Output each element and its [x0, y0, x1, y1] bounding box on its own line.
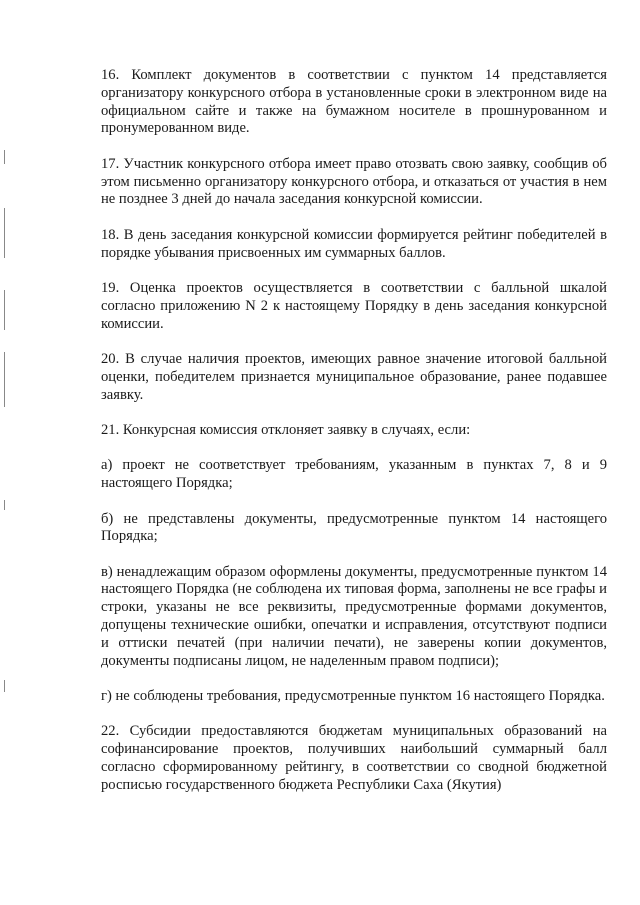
paragraph-21-b: б) не представлены документы, предусмотренные пунктом 14 настоящего Порядка; — [101, 510, 607, 545]
paragraph-17: 17. Участник конкурсного отбора имеет право отозвать свою заявку, сообщив об этом письменно организатору конкурсного отбора, и отказаться от участия в нем не позднее 3 дней до начала заседания конкурсной комиссии. — [101, 155, 607, 208]
scan-edge-mark — [4, 500, 5, 510]
document-body — [101, 67, 607, 812]
scan-edge-mark — [4, 352, 5, 407]
paragraph-21-g: г) не соблюдены требования, предусмотренные пунктом 16 настоящего Порядка. — [101, 688, 605, 705]
scan-edge-mark — [4, 680, 5, 692]
paragraph-20: 20. В случае наличия проектов, имеющих равное значение итоговой балльной оценки, победителем признается муниципальное образование, ранее подавшее заявку. — [101, 350, 607, 403]
scan-edge-mark — [4, 290, 5, 330]
paragraph-22: 22. Субсидии предоставляются бюджетам муниципальных образований на софинансирование проектов, получивших наибольший суммарный балл согласно сформированному рейтингу, в соответствии со сводной бюджетной росписью государственного бюджета Республики Саха (Якутия) — [101, 723, 607, 793]
paragraph-18: 18. В день заседания конкурсной комиссии формируется рейтинг победителей в порядке убывания присвоенных им суммарных баллов. — [101, 226, 607, 261]
paragraph-19: 19. Оценка проектов осуществляется в соответствии с балльной шкалой согласно приложению N 2 к настоящему Порядку в день заседания конкурсной комиссии. — [101, 279, 607, 332]
scan-edge-mark — [4, 208, 5, 258]
paragraph-21-v: в) ненадлежащим образом оформлены документы, предусмотренные пунктом 14 настоящего Порядка (не соблюдена их типовая форма, заполнены не все графы и строки, указаны не все реквизиты, предусмотренные формами документов, допущены технические ошибки, опечатки и исправления, отсутствуют подписи и оттиски печатей (при наличии печати), не заверены копии документов, документы подписаны лицом, не наделенным правом подписи); — [101, 563, 607, 669]
scan-edge-mark — [4, 150, 5, 164]
paragraph-21-a: а) проект не соответствует требованиям, указанным в пунктах 7, 8 и 9 настоящего Порядка; — [101, 457, 607, 492]
paragraph-16: 16. Комплект документов в соответствии с пунктом 14 представляется организатору конкурсного отбора в установленные сроки в электронном виде на официальном сайте и также на бумажном носителе в прошнурованном и пронумерованном виде. — [101, 67, 607, 137]
paragraph-21: 21. Конкурсная комиссия отклоняет заявку в случаях, если: — [101, 421, 471, 438]
